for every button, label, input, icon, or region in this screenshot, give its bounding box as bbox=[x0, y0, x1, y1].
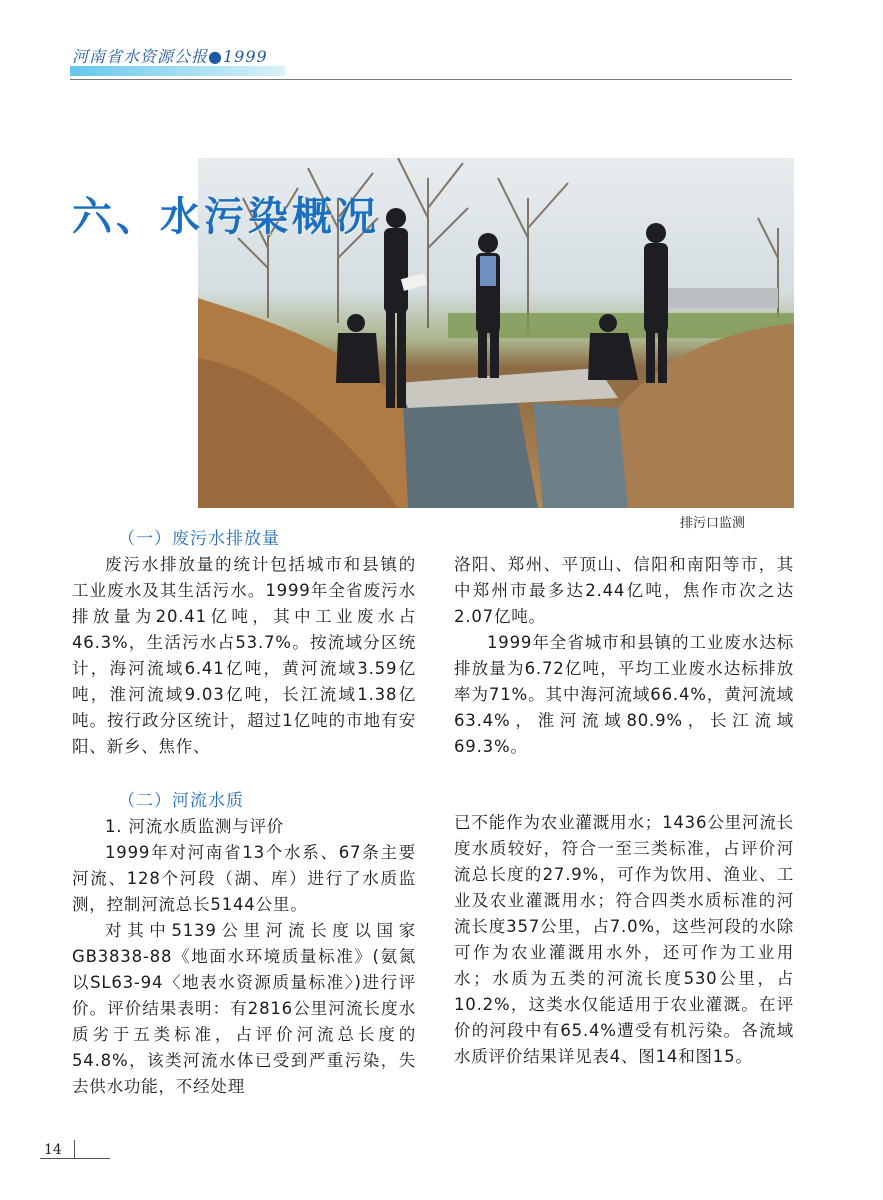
running-header: 河南省水资源公报●1999 bbox=[72, 47, 268, 66]
header-title: 河南省水资源公报 bbox=[72, 47, 209, 66]
section2-left-paragraph: 对其中5139公里河流长度以国家GB3838-88《地面水环境质量标准》(氨氮以SL63-94〈地表水资源质量标准〉)进行评价。评价结果表明：有2816公里河流长度水质劣于五类标准，占评价河流总长度的54.8%，该类河流水体已受到严重污染，失去供水功能，不经处理 bbox=[72, 921, 416, 1096]
header-year: 1999 bbox=[222, 47, 268, 66]
photo-caption: 排污口监测 bbox=[680, 516, 746, 531]
section2-subheading: 1. 河流水质监测与评价 bbox=[105, 817, 285, 836]
header-rule bbox=[70, 79, 792, 80]
section1-right-paragraph: 1999年全省城市和县镇的工业废水达标排放量为6.72亿吨，平均工业废水达标排放率为71%。其中海河流域66.4%，黄河流域63.4%，淮河流域80.9%，长江流域69.3%。 bbox=[454, 633, 794, 756]
section2-heading: （二）河流水质 bbox=[118, 791, 244, 811]
header-accent-bar bbox=[70, 66, 285, 76]
section1-left-column bbox=[72, 552, 416, 760]
section2-left-paragraph: 1999年对河南省13个水系、67条主要河流、128个河段（湖、库）进行了水质监测，控制河流总长5144公里。 bbox=[72, 843, 416, 914]
chapter-title: 六、水污染概况 bbox=[72, 193, 380, 240]
section2-right-column bbox=[454, 810, 794, 1070]
page-number-divider bbox=[74, 1140, 75, 1158]
section1-right-paragraph: 洛阳、郑州、平顶山、信阳和南阳等市，其中郑州市最多达2.44亿吨，焦作市次之达2.07亿吨。 bbox=[454, 555, 794, 626]
section2-left-column bbox=[72, 814, 416, 1100]
section1-left-paragraph: 废污水排放量的统计包括城市和县镇的工业废水及其生活污水。1999年全省废污水排放量为20.41亿吨，其中工业废水占46.3%，生活污水占53.7%。按流域分区统计，海河流域6.41亿吨，黄河流域3.59亿吨，淮河流域9.03亿吨，长江流域1.38亿吨。按行政分区统计，超过1亿吨的市地有安阳、新乡、焦作、 bbox=[72, 555, 416, 756]
page-number: 14 bbox=[44, 1142, 62, 1158]
section2-right-paragraph: 已不能作为农业灌溉用水；1436公里河流长度水质较好，符合一至三类标准，占评价河流总长度的27.9%，可作为饮用、渔业、工业及农业灌溉用水；符合四类水质标准的河流长度357公里，占7.0%，这些河段的水除可作为农业灌溉用水外，还可作为工业用水；水质为五类的河流长度530公里，占10.2%，这类水仅能适用于农业灌溉。在评价的河段中有65.4%遭受有机污染。各流域水质评价结果详见表4、图14和图15。 bbox=[454, 813, 794, 1066]
section1-right-column bbox=[454, 552, 794, 760]
page-number-rule bbox=[40, 1158, 110, 1159]
section1-heading: （一）废污水排放量 bbox=[118, 529, 280, 549]
